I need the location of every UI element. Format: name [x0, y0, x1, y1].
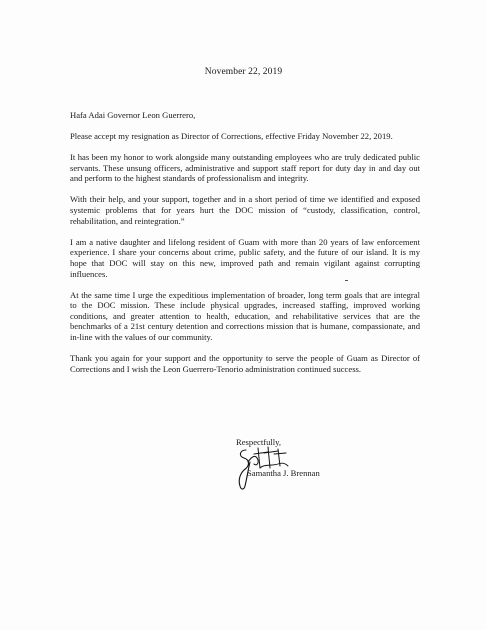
paragraph-thank-you: Thank you again for your support and the opportunity to serve the people of Guam as Director of Corrections and I wish the Leon Guerrero-Tenorio administration continued success. — [70, 353, 420, 374]
paragraph-support: With their help, and your support, together and in a short period of time we identified and exposed systemic problems that for years hurt the DOC mission of “custody, classification, control, rehabilitation, and reintegration.” — [70, 194, 420, 226]
scan-mark — [345, 280, 348, 281]
letter-body — [70, 110, 420, 385]
paragraph-resignation: Please accept my resignation as Director of Corrections, effective Friday November 22, 2019. — [70, 131, 393, 142]
paragraph-long-term-goals: At the same time I urge the expeditious implementation of broader, long term goals that are integral to the DOC mission. These include physical upgrades, increased staffing, improved working conditions, and greater attention to health, education, and rehabilitative services that are the benchmarks of a 21st century detention and corrections mission that is humane, compassionate, and in-line with the values of our community. — [70, 289, 420, 342]
paragraph-honor: It has been my honor to work alongside many outstanding employees who are truly dedicated public servants. These unsung officers, administrative and support staff report for duty day in and day out and perform to the highest standards of professionalism and integrity. — [70, 152, 420, 184]
paragraph-native-daughter: I am a native daughter and lifelong resident of Guam with more than 20 years of law enforcement experience. I share your concerns about crime, public safety, and the future of our island. It is my hope that DOC will stay on this new, improved path and remain vigilant against corrupting influences. — [70, 236, 420, 279]
signer-name: Samantha J. Brennan — [247, 468, 320, 478]
salutation: Hafa Adai Governor Leon Guerrero, — [70, 110, 196, 120]
letter-date: November 22, 2019 — [204, 67, 283, 77]
closing: Respectfully, — [236, 437, 282, 447]
